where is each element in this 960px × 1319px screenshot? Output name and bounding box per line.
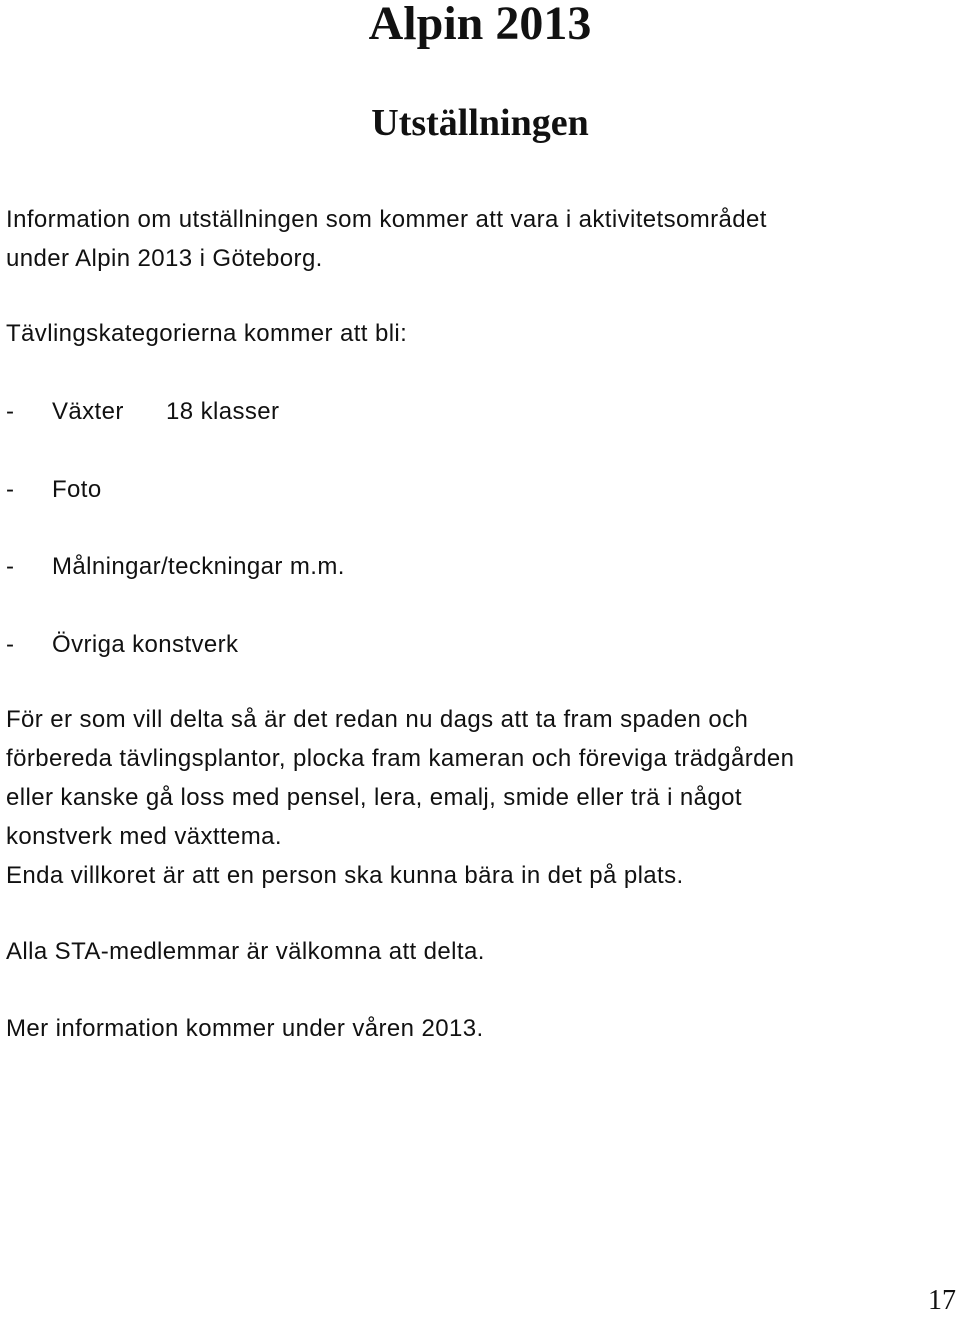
list-dash: - [6, 398, 15, 425]
body-line: förbereda tävlingsplantor, plocka fram kameran och föreviga trädgården [6, 745, 795, 772]
list-item [6, 470, 345, 548]
body-line: Enda villkoret är att en person ska kunna bära in det på plats. [6, 862, 684, 889]
page-number: 17 [928, 1285, 956, 1316]
body-line: För er som vill delta så är det redan nu dags att ta fram spaden och [6, 706, 749, 733]
intro-paragraph [6, 200, 767, 278]
list-item [6, 547, 345, 625]
category-name: Målningar/teckningar m.m. [52, 553, 345, 580]
category-name: Foto [52, 475, 102, 503]
category-name: Växter [52, 398, 124, 425]
list-item [6, 625, 345, 703]
list-item [6, 392, 345, 470]
category-detail: 18 klasser [166, 398, 280, 425]
body-line: konstverk med växttema. [6, 823, 282, 850]
categories-heading: Tävlingskategorierna kommer att bli: [6, 320, 408, 347]
body-paragraph [6, 700, 794, 895]
body-line: eller kanske gå loss med pensel, lera, emalj, smide eller trä i något [6, 784, 742, 811]
category-list [6, 392, 345, 702]
intro-line: under Alpin 2013 i Göteborg. [6, 245, 323, 272]
page-title: Alpin 2013 [368, 0, 592, 50]
page-subtitle: Utställningen [371, 102, 589, 144]
list-dash: - [6, 553, 15, 580]
intro-line: Information om utställningen som kommer att vara i aktivitetsområdet [6, 206, 767, 233]
more-info-text: Mer information kommer under våren 2013. [6, 1015, 484, 1042]
list-dash: - [6, 475, 15, 503]
list-dash: - [6, 630, 15, 658]
category-name: Övriga konstverk [52, 630, 239, 658]
welcome-text: Alla STA-medlemmar är välkomna att delta. [6, 938, 485, 965]
